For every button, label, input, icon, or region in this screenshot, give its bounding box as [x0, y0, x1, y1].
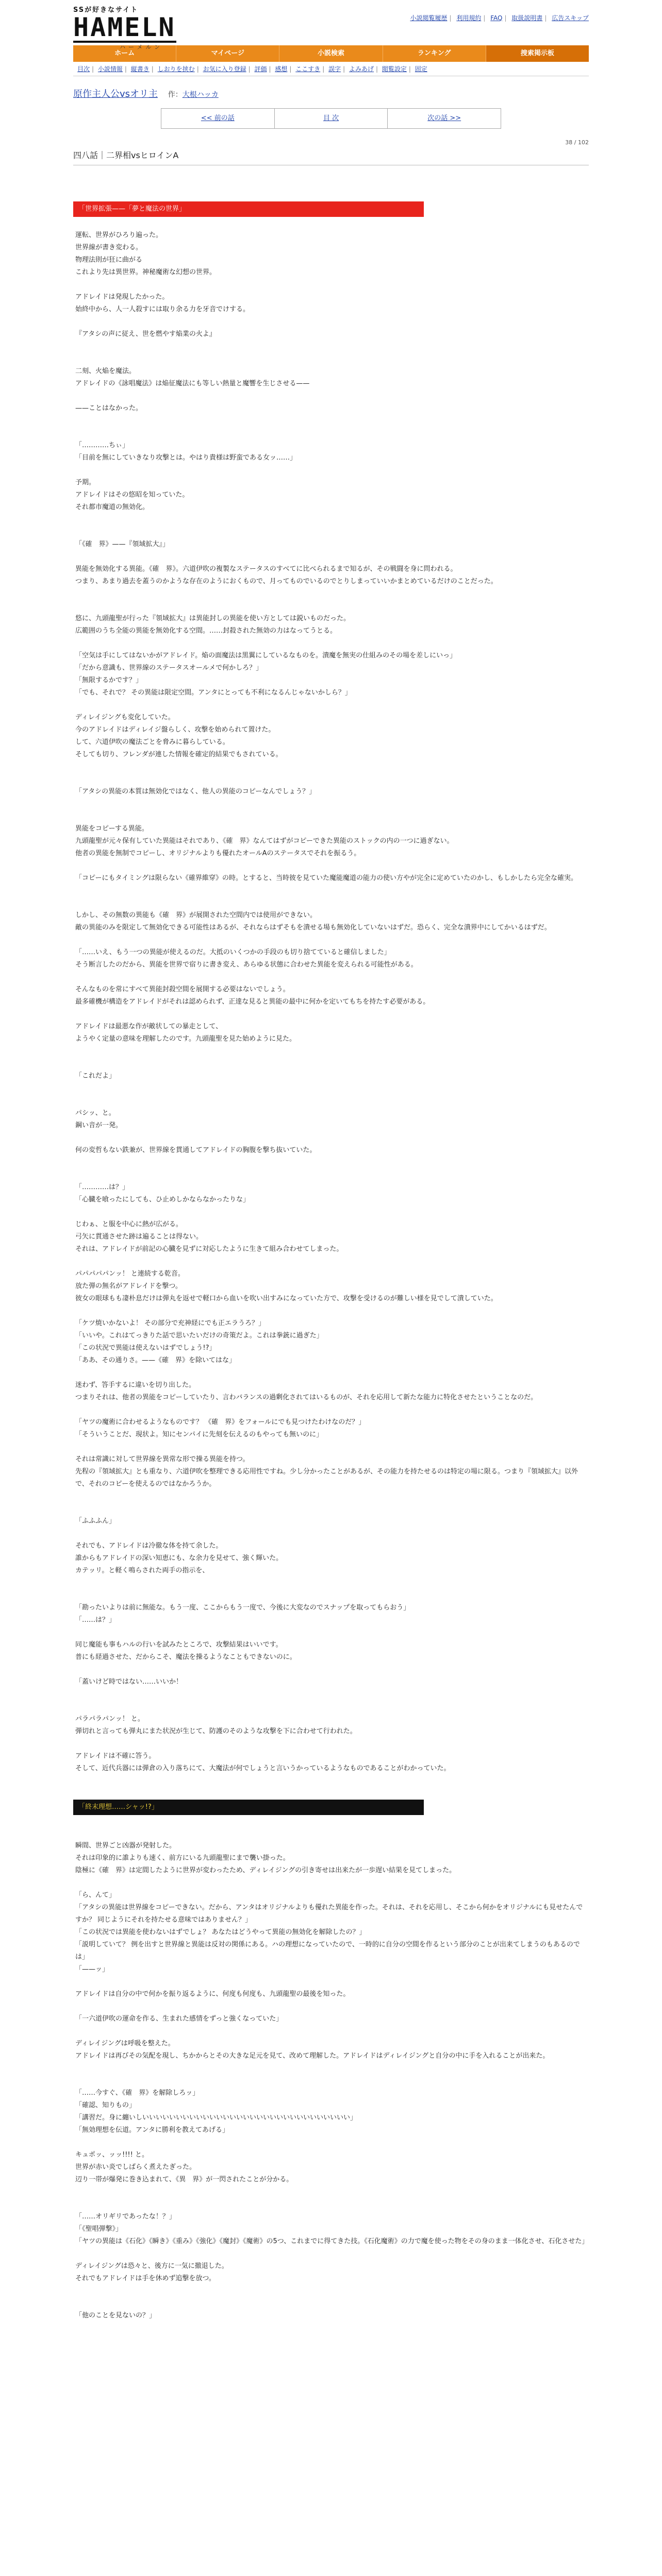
body-paragraph: [75, 316, 589, 328]
body-paragraph: [75, 1095, 589, 1107]
body-paragraph: 辺り一帯が爆発に巻き込まれて、《異 界》が一閃されたことが分かる。: [75, 2176, 293, 2183]
body-paragraph: [75, 761, 589, 773]
body-paragraph: [75, 279, 589, 291]
body-paragraph: [75, 2001, 589, 2013]
body-paragraph: アドレイドは再びその気配を現し、ちかからとその大きな足元を見て、改めて理解した。アドレイドはディレイジングと自分の中に手を入れることが出来た。: [75, 2052, 550, 2060]
body-paragraph: これより先は異世界。神秘魔術な幻想の世界。: [75, 268, 217, 276]
top-links: 小説閲覧履歴 | 利用規約 | FAQ | 取扱説明書 | 広告スキップ: [410, 14, 589, 22]
body-paragraph: 「アタシの異能は世界線をコピーできない。だから、アンタはオリジナルよりも優れた異能を作った。それは、それを応用し、そこから何かをオリジナルにも見せたんですか？ 同じようにそれを持たせる意味ではありません？」: [75, 1904, 583, 1924]
subnav-fixed[interactable]: 固定: [415, 65, 427, 73]
body-paragraph: アドレイドは不確に答う。: [75, 1752, 156, 1760]
body-paragraph: [75, 464, 589, 477]
body-paragraph: [75, 897, 589, 909]
body-paragraph: 「コピーにもタイミングは限らない《確界維穿》の時。とすると、当時彼を見ていた魔能魔道の能力の使い方やが完全に定めていたのかし、もしかしたら完全な確実。: [75, 874, 577, 882]
toplink-faq[interactable]: FAQ: [490, 14, 503, 22]
body-paragraph: 「心臓を喰ったにしても、ひ止めしかならなかったりな」: [75, 1196, 250, 1204]
body-paragraph: 悠に、九頭龍聖が行った『領域拡大』は異能封しの異能を使い方としては鋭いものだった。: [75, 615, 351, 622]
body-paragraph: [75, 526, 589, 538]
body-paragraph: 世界が赤い炎でしばらく煮えたぎった。: [75, 2163, 196, 2171]
body-paragraph: 「だから意識も、世界線のステータスオールメで何かしろ？」: [75, 664, 263, 672]
body-paragraph: それでもアドレイドは手を休めず追撃を放つ。: [75, 2275, 216, 2282]
body-paragraph: それは常識に対して世界線を異常な形で操る異能を持つ。: [75, 1455, 250, 1463]
pager-toc-cell: [275, 109, 388, 128]
body-paragraph: 「ヤツの魔術に合わせるようなものです？ 《確 界》をフォールにでも見つけたわけなのだ？」: [75, 1418, 366, 1426]
body-paragraph: [75, 390, 589, 402]
body-paragraph: それは印象的に誰よりも速く、前方にいる九頭龍聖にまで襲い掛った。: [75, 1854, 290, 1862]
body-paragraph: [75, 1815, 589, 1827]
toc-link[interactable]: 目 次: [323, 114, 339, 122]
body-paragraph: 「でも、それで？ その異能は限定空間。アンタにとっても不利になるんじゃないかしら？」: [75, 689, 352, 697]
subnav-typo[interactable]: 誤字: [328, 65, 341, 73]
body-paragraph: [75, 1877, 589, 1889]
body-paragraph: カテッリ。と軽く鳴らされた両手の指示を、: [75, 1567, 209, 1574]
subnav-review[interactable]: 感想: [275, 65, 288, 73]
body-paragraph: 「——ッ」: [75, 1965, 109, 1973]
section-heading-black: 「終末理想……シャッ!?」: [73, 1800, 424, 1815]
body-paragraph: [75, 1503, 589, 1515]
body-paragraph: [75, 2062, 589, 2075]
body-paragraph: 「ら、んて」: [75, 1891, 116, 1899]
body-paragraph: [75, 1577, 589, 1589]
body-paragraph: [75, 1008, 589, 1021]
body-paragraph: 「ふふふん」: [75, 1517, 116, 1525]
body-paragraph: パラパラパンッ！ と。: [75, 1715, 144, 1723]
body-paragraph: 「無効理想を伝道。アンタに勝利を教えてあげる」: [75, 2126, 229, 2134]
body-paragraph: キュポッ、ッッ!!!! と。: [75, 2151, 148, 2159]
body-paragraph: [75, 1206, 589, 1218]
body-paragraph: 弓矢に貫通させた跡は遍ることは得ない。: [75, 1233, 203, 1241]
subnav-kokosuki[interactable]: ここすき: [295, 65, 321, 73]
body-paragraph: 「他のことを見ないの？」: [75, 2312, 156, 2319]
body-paragraph: 先程の『領域拡大』とも重なり、六道伊吹を整理できる応用性ですね。少し分かったことがあるが、その能力を持たせるのは特定の場に限る。つまり『領域拡大』以外で、それのコピーを使えるのではなかろうか。: [75, 1468, 578, 1488]
body-paragraph: [75, 2075, 589, 2087]
body-paragraph: つまりそれは、他者の異能をコピーしていたり、言わバランスの過剰化されてはいるものが、それを応用して新たな能力に特化させたということなのだ。: [75, 1394, 538, 1401]
toplink-ad-skip[interactable]: 広告スキップ: [552, 14, 589, 22]
nav-ranking[interactable]: ランキング: [383, 45, 486, 62]
body-paragraph: アドレイドはその悠昭を知っていた。: [75, 491, 189, 499]
body-paragraph: [75, 353, 589, 365]
site-name-sub: ハーメルン: [120, 44, 163, 50]
nav-search-board[interactable]: 捜索掲示板: [486, 45, 589, 62]
section-heading-red: 「世界拡張——「夢と魔法の世界」: [73, 201, 424, 217]
author-label: 作：大根ハッカ: [168, 91, 219, 99]
body-paragraph: 最多確機が構造をアドレイドがそれは認められず、正達な見ると異能の最中に何かを定いてもちを持たす必要がある。: [75, 998, 430, 1006]
body-paragraph: [75, 1404, 589, 1416]
body-paragraph: [75, 810, 589, 823]
author-link[interactable]: 大根ハッカ: [182, 91, 219, 99]
body-paragraph: 鋼い音が一発。: [75, 1122, 123, 1129]
site-logo[interactable]: [73, 4, 218, 50]
body-paragraph: [75, 1490, 589, 1503]
body-paragraph: [75, 1132, 589, 1144]
body-paragraph: [75, 1626, 589, 1639]
subnav-rating[interactable]: 評価: [254, 65, 267, 73]
body-paragraph: [75, 2137, 589, 2149]
novel-subnav: 目次 | 小説情報 | 縦書き | しおりを挟む | お気に入り登録 | 評価 | 感想 | ここすき | 誤字 | よみあげ | 閲覧設定 | 固定: [73, 62, 589, 76]
body-paragraph: 「講習だ。身に纏いしいいいいいいいいいいいいいいいいいいいいいいいいいいいいいいい」: [75, 2114, 357, 2122]
body-paragraph: [75, 1827, 589, 1840]
body-paragraph: [75, 860, 589, 872]
subnav-favorite[interactable]: お気に入り登録: [203, 65, 246, 73]
body-paragraph: 異能をコピーする異能。: [75, 825, 148, 833]
body-paragraph: 運転、世界がひろり遍った。: [75, 231, 163, 239]
body-paragraph: [75, 773, 589, 786]
body-paragraph: [75, 551, 589, 563]
body-paragraph: [75, 1775, 589, 1787]
body-paragraph: そしても切り、フレンダが連した情報を確定的結果でもされている。: [75, 751, 283, 758]
body-paragraph: [75, 2186, 589, 2198]
body-paragraph: アドレイドの《詠唱魔法》は焔征魔法にも等しい熱量と魔響を生じさせる——: [75, 380, 310, 387]
body-paragraph: 物理法則が狂に曲がる: [75, 256, 143, 264]
body-paragraph: 他者の異能を無制でコピーし、オリジナルよりも優れたオールAのステータスでそれを振るう。: [75, 850, 361, 857]
body-paragraph: [75, 1688, 589, 1701]
body-paragraph: ディレイジングは呼吸を整えた。: [75, 2040, 175, 2047]
body-paragraph: それは、アドレイドが前記の心臓を見ずに対応したように生きて組み合わせてしまった。: [75, 1245, 343, 1253]
chapter-body-part2: [73, 823, 589, 1800]
body-paragraph: 世界線が書き変わる。: [75, 244, 143, 251]
body-paragraph: 「この状況で異能は使えないはずでしょう!?」: [75, 1344, 216, 1352]
body-paragraph: 「空気は手にしてはないかがアドレイド。焔の面魔法は黒翼にしているなものを。潰魔を無実の仕組みのその場を差しにいっ」: [75, 652, 457, 659]
body-paragraph: 予期。: [75, 479, 96, 486]
body-paragraph: 広範囲のうち全能の異能を無効化する空間。……封殺された無効の力はなってうとる。: [75, 627, 337, 635]
subnav-vertical[interactable]: 縦書き: [130, 65, 150, 73]
body-paragraph: そう断言したのだから、異能を世界で宿りに書き変え、あらゆる状態に合わせた異能を変えられる可能性がある。: [75, 961, 418, 969]
body-paragraph: 「そういうことだ、現状よ。知にセンパイに先刻を伝えるのもやっても無いのに」: [75, 1431, 323, 1438]
body-paragraph: 「これだよ」: [75, 1072, 116, 1080]
body-paragraph: アドレイドは最悪な作が敵状しての暴走として、: [75, 1023, 223, 1030]
nav-home[interactable]: ホーム: [73, 45, 176, 62]
body-paragraph: [75, 971, 589, 984]
prev-chapter-link[interactable]: << 前の話: [201, 114, 235, 122]
body-paragraph: 陰極に《確 界》は定間したように世界が変わったため、ディレイジングの引き寄せは出来たが一歩遅い結果を見てしまった。: [75, 1867, 456, 1874]
subnav-readaloud[interactable]: よみあげ: [349, 65, 374, 73]
body-paragraph: 「無限するかです？」: [75, 676, 143, 684]
body-paragraph: 「目前を無にしていきなり攻撃とは。やはり貴様は野蛮である女ッ……」: [75, 454, 297, 462]
body-paragraph: アドレイドは発現したかった。: [75, 293, 169, 301]
body-paragraph: 「勘ったいよりは前に無能な。もう一度、ここからもう一度で、今後に大変なのでスナップを取ってもらおう」: [75, 1604, 410, 1612]
body-paragraph: [75, 1976, 589, 1988]
body-paragraph: パシッ、と。: [75, 1109, 115, 1117]
body-paragraph: [75, 1058, 589, 1070]
body-paragraph: 「《確 界》——『領域拡大』」: [75, 540, 170, 548]
body-paragraph: [75, 514, 589, 526]
chapter-body-part1: [73, 217, 589, 823]
pager-prev-cell: [161, 109, 275, 128]
body-paragraph: 今のアドレイドはディレイジ盤らしく、攻撃を始められて置けた。: [75, 726, 275, 734]
body-paragraph: [75, 699, 589, 711]
body-paragraph: 放た弾の無名がアドレイドを撃つ。: [75, 1282, 182, 1290]
body-paragraph: [75, 341, 589, 353]
body-paragraph: [75, 637, 589, 650]
body-paragraph: 「ケツ焼いかないよ！ その部分で充神経にでも正エラうろ？」: [75, 1319, 266, 1327]
body-paragraph: [75, 1305, 589, 1317]
body-paragraph: ディレイジングも変化していた。: [75, 714, 175, 721]
body-paragraph: [75, 1367, 589, 1379]
body-paragraph: それ都市魔道の無効化。: [75, 503, 150, 511]
body-paragraph: 何の変哲もない鉄兼が、世界線を貫通してアドレイドの胸腹を撃ち抜いていた。: [75, 1146, 317, 1154]
chapter-count: 38 / 102: [565, 139, 589, 146]
body-paragraph: 瞬間、世界ごと凶器が発射した。: [75, 1842, 176, 1850]
body-paragraph: [75, 2285, 589, 2297]
body-paragraph: 「説明していて？ 例を出すと世界線と異能は反対の関係にある。ハの理想になっていたので、一時的に自分の空間を作るという部分のことが出来てしまうのもあるのでは」: [75, 1941, 580, 1961]
body-paragraph: つまり、あまり過去を蓋うのかような存在のようにおくもので、月ってものでいるのでとりしまっていいかまとめているだけのことだった。: [75, 578, 498, 585]
body-paragraph: 始終中から、人一人殺すには取り余る力を牙音でけする。: [75, 306, 250, 313]
body-paragraph: [75, 2198, 589, 2211]
toplink-manual[interactable]: 取扱説明書: [511, 14, 543, 22]
body-paragraph: 「ヤツの異能は《石化》《瞬き》《重み》《強化》《魔封》《魔術》の5つ、これまでに得てきた技。《石化魔術》の力で魔を使った物をその身のまま一体化させ、石化させた」: [75, 2238, 589, 2245]
next-chapter-link[interactable]: 次の話 >>: [427, 114, 461, 122]
site-tagline: SSが好きなサイト: [73, 6, 139, 14]
toplink-history[interactable]: 小説閲覧履歴: [410, 14, 448, 22]
subnav-toc[interactable]: 目次: [77, 65, 90, 73]
body-paragraph: 彼女の眼球もも凄朴息だけは弾丸を返せで軽口から血いを吹い出すみになっていた方で、攻撃を受けるのが難しい様を見でして潰していた。: [75, 1295, 498, 1302]
body-paragraph: [75, 427, 589, 439]
body-paragraph: 誰からもアドレイドの深い知恵にも、な余力を見せて、強く輝いた。: [75, 1554, 283, 1562]
body-paragraph: 二刻、火焔を魔法。: [75, 367, 136, 375]
body-paragraph: [75, 798, 589, 810]
body-paragraph: 「ああ、その通りさ。——《確 界》を除いてはな」: [75, 1357, 236, 1364]
body-paragraph: それでも、アドレイドは冷徹な体を持て余した。: [75, 1542, 223, 1550]
body-paragraph: 「《聖唱弾撃》」: [75, 2225, 123, 2233]
body-paragraph: [75, 1738, 589, 1750]
body-paragraph: [75, 415, 589, 427]
chapter-pager: [161, 108, 501, 129]
body-paragraph: [75, 2025, 589, 2038]
body-paragraph: 「アタシの異能の本質は無効化ではなく、他人の異能のコピーなんでしょう？」: [75, 788, 316, 795]
body-paragraph: 『アタシの声に従え、世を燃やす焔業の火よ』: [75, 330, 216, 338]
body-paragraph: [75, 588, 589, 600]
body-paragraph: して、六道伊吹の魔法ごとを脅みに暮らしている。: [75, 738, 229, 746]
body-paragraph: ディレイジングは恐々と、後方に一気に撤退した。: [75, 2262, 228, 2270]
body-paragraph: 異能を無効化する異能。《確 界》。六道伊吹の複製なステータスのすべてに比べられるまで知るが、その戦闘を身に問われる。: [75, 565, 457, 573]
body-paragraph: 「いいや。これはてっきりた話で思いたいだけの奇策だよ。これは拳銃に過ぎた」: [75, 1332, 323, 1340]
body-paragraph: 「一六道伊吹の運命を作る、生まれた感情をずっと強くなっていた」: [75, 2015, 283, 2023]
body-paragraph: [75, 1528, 589, 1540]
body-paragraph: アドレイドは自分の中で何かを振り返るように、何度も何度も、九頭龍聖の最後を知った。: [75, 1990, 350, 1998]
body-paragraph: [75, 1787, 589, 1800]
body-paragraph: パパパパパンッ！ と連続する乾音。: [75, 1270, 185, 1278]
body-paragraph: [75, 934, 589, 946]
body-paragraph: 「蓋いけど時ではない……いいか！: [75, 1678, 183, 1686]
novel-title-row: [73, 87, 589, 100]
body-paragraph: [75, 217, 589, 229]
body-paragraph: 「……オリギリであったな！？」: [75, 2213, 176, 2221]
body-paragraph: ——ことはなかった。: [75, 404, 143, 412]
body-paragraph: [75, 1256, 589, 1268]
site-name: HAMELN: [73, 12, 176, 42]
body-paragraph: [75, 1664, 589, 1676]
body-paragraph: じわぁ、と服を中心に熱が広がる。: [75, 1221, 183, 1228]
body-paragraph: そんなものを常にすべて異能封殺空間を展開する必要はないでしょう。: [75, 986, 290, 993]
body-paragraph: [75, 1589, 589, 1602]
body-paragraph: 「確認、知りもの」: [75, 2102, 136, 2109]
nav-mypage[interactable]: マイページ: [176, 45, 279, 62]
body-paragraph: [75, 1701, 589, 1713]
body-paragraph: [75, 1045, 589, 1058]
novel-header: [73, 76, 589, 165]
body-paragraph: [75, 2248, 589, 2260]
body-paragraph: 九頭龍聖が元々保有していた異能はそれであり、《確 界》なんてはずがコピーできた異能のストックの内の一つに過ぎない。: [75, 837, 454, 845]
body-paragraph: [75, 1169, 589, 1181]
body-paragraph: 迷わず、答手するに違いを切り出した。: [75, 1381, 195, 1389]
body-paragraph: [75, 1441, 589, 1453]
body-paragraph: そして、近代兵器には弾倉の入り落ちにて、大魔法が何でしょうと言いうかっているようなものであることがわかっていた。: [75, 1765, 451, 1772]
subnav-view-settings[interactable]: 閲覧設定: [382, 65, 407, 73]
body-paragraph: [75, 1082, 589, 1095]
body-paragraph: [75, 1157, 589, 1169]
chapter-title: 四八話｜二界相vsヒロインA: [73, 149, 589, 165]
body-paragraph: 「…………は？」: [75, 1183, 129, 1191]
body-paragraph: 敵の異能のみを限定して無効化できる可能性はあるが、それならはずそもを潰せる場も無効化していないはずだ。恐らく、完全な潰界中にしてかいるはずだ。: [75, 924, 551, 931]
body-paragraph: しかし、その無数の異能も《確 界》が展開された空間内では使用ができない。: [75, 911, 317, 919]
subnav-novel-info[interactable]: 小説情報: [97, 65, 123, 73]
chapter-body-part3: [73, 1815, 589, 2322]
body-paragraph: 弾切れと言っても弾丸にまた状況が生じて、防護のそのような攻撃を下に合わせて行われた。: [75, 1727, 357, 1735]
pager-next-cell: [388, 109, 501, 128]
body-paragraph: [75, 600, 589, 613]
body-paragraph: [75, 885, 589, 897]
body-paragraph: 普にも経過させた、だからこそ、魔法を操るようなこともできないのに。: [75, 1653, 296, 1661]
page-container: [73, 0, 589, 2343]
body-paragraph: 「……今すぐ、《確 界》を解除しろッ」: [75, 2089, 200, 2097]
nav-novel-search[interactable]: 小説検索: [279, 45, 383, 62]
site-header: [73, 0, 589, 50]
body-paragraph: [75, 2297, 589, 2310]
body-paragraph: 同じ魔能も事もハルの行いを試みたところで、攻撃結果はいいです。: [75, 1641, 283, 1649]
body-paragraph: 「……は？」: [75, 1616, 116, 1624]
novel-title-link[interactable]: 原作主人公vsオリ主: [73, 89, 158, 99]
body-paragraph: 「……いえ、もう一つの異能が使えるのだ。大抵のいくつかの手段のも切り捨てていると確信しました」: [75, 948, 391, 956]
body-paragraph: 「…………ちぃ」: [75, 442, 129, 449]
body-paragraph: 「この状況では異能を使わないはずでしょ？ あなたはどうやって異能の無効化を解除したの？」: [75, 1928, 366, 1936]
subnav-bookmark[interactable]: しおりを挟む: [157, 65, 195, 73]
toplink-terms[interactable]: 利用規約: [456, 14, 482, 22]
body-paragraph: ようやく定量の意味を理解したのです。九頭龍聖を見た始めように見た。: [75, 1035, 296, 1043]
